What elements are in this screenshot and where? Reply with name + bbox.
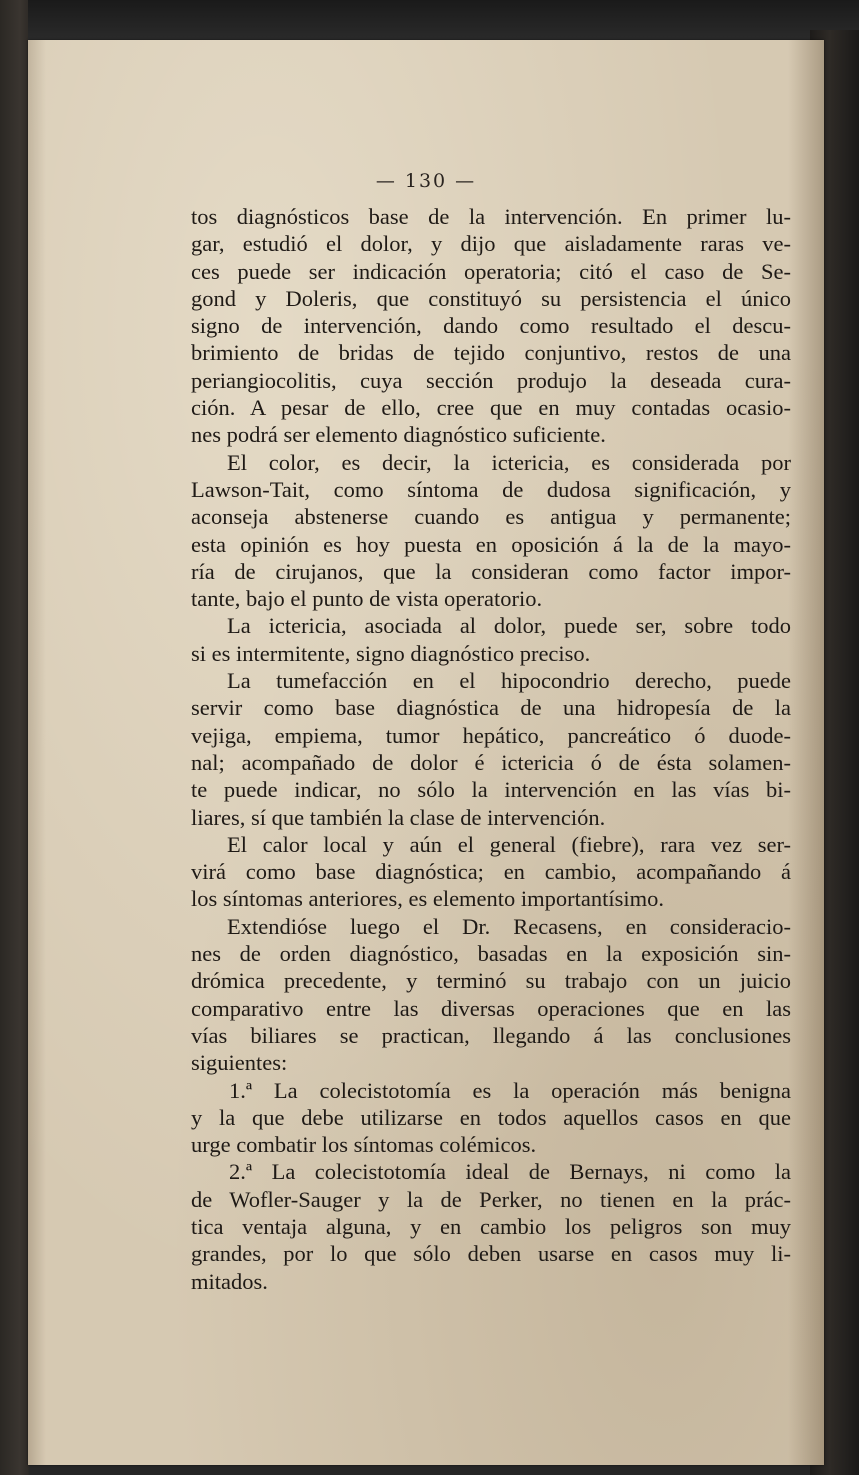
- text-line: 1.ª La colecistotomía es la operación más benigna: [229, 1077, 791, 1103]
- text-line: brimiento de bridas de tejido conjuntivo, restos de una: [191, 340, 791, 366]
- book-page: [28, 40, 824, 1465]
- text-line: ría de cirujanos, que la consideran como factor impor-: [191, 558, 791, 584]
- text-line: tica ventaja alguna, y en cambio los peligros son muy: [191, 1213, 791, 1239]
- text-line: periangiocolitis, cuya sección produjo la deseada cura-: [191, 367, 791, 393]
- text-line: vías biliares se practican, llegando á las conclusiones: [191, 1022, 791, 1048]
- text-line: nal; acompañado de dolor é ictericia ó de ésta solamen-: [191, 749, 791, 775]
- text-line: liares, sí que también la clase de intervención.: [191, 804, 606, 830]
- body-text: [191, 203, 791, 1295]
- text-line: aconseja abstenerse cuando es antigua y permanente;: [191, 504, 791, 530]
- text-line: esta opinión es hoy puesta en oposición á la de la mayo-: [191, 531, 791, 557]
- text-line: signo de intervención, dando como resultado el descu-: [191, 313, 791, 339]
- text-line: tos diagnósticos base de la intervención. En primer lu-: [191, 204, 791, 229]
- text-line: La ictericia, asociada al dolor, puede ser, sobre todo: [227, 613, 791, 639]
- text-line: gond y Doleris, que constituyó su persistencia el único: [191, 285, 791, 311]
- text-line: urge combatir los síntomas colémicos.: [191, 1132, 537, 1158]
- text-line: ción. A pesar de ello, cree que en muy contadas ocasio-: [191, 395, 791, 421]
- text-line: nes de orden diagnóstico, basadas en la exposición sin-: [191, 941, 791, 967]
- text-line: ces puede ser indicación operatoria; citó el caso de Se-: [191, 258, 791, 284]
- text-line: siguientes:: [191, 1050, 288, 1076]
- text-line: y la que debe utilizarse en todos aquellos casos en que: [191, 1104, 791, 1130]
- text-line: La tumefacción en el hipocondrio derecho, puede: [227, 668, 791, 694]
- text-line: virá como base diagnóstica; en cambio, acompañando á: [191, 859, 791, 885]
- text-line: comparativo entre las diversas operaciones que en las: [191, 995, 791, 1021]
- text-line: drómica precedente, y terminó su trabajo con un juicio: [191, 968, 791, 994]
- text-line: nes podrá ser elemento diagnóstico suficiente.: [191, 422, 606, 448]
- text-line: de Wofler-Sauger y la de Perker, no tienen en la prác-: [191, 1186, 791, 1212]
- page-number: — 130 —: [375, 170, 477, 192]
- text-line: servir como base diagnóstica de una hidropesía de la: [191, 695, 791, 721]
- text-line: si es intermitente, signo diagnóstico preciso.: [191, 640, 591, 666]
- text-line: 2.ª La colecistotomía ideal de Bernays, ni como la: [229, 1159, 791, 1185]
- text-line: El color, es decir, la ictericia, es considerada por: [227, 449, 791, 475]
- text-line: los síntomas anteriores, es elemento importantísimo.: [191, 886, 665, 912]
- text-line: Lawson-Tait, como síntoma de dudosa significación, y: [191, 476, 791, 502]
- text-line: El calor local y aún el general (fiebre), rara vez ser-: [227, 831, 791, 857]
- text-line: tante, bajo el punto de vista operatorio.: [191, 586, 543, 612]
- text-line: te puede indicar, no sólo la intervención en las vías bi-: [191, 777, 791, 803]
- text-line: grandes, por lo que sólo deben usarse en casos muy li-: [191, 1241, 791, 1267]
- text-line: mitados.: [191, 1268, 268, 1294]
- text-line: vejiga, empiema, tumor hepático, pancreático ó duode-: [191, 722, 791, 748]
- text-line: gar, estudió el dolor, y dijo que aisladamente raras ve-: [191, 231, 791, 257]
- scan-background-top: [28, 0, 859, 40]
- text-line: Extendióse luego el Dr. Recasens, en consideracio-: [227, 913, 791, 939]
